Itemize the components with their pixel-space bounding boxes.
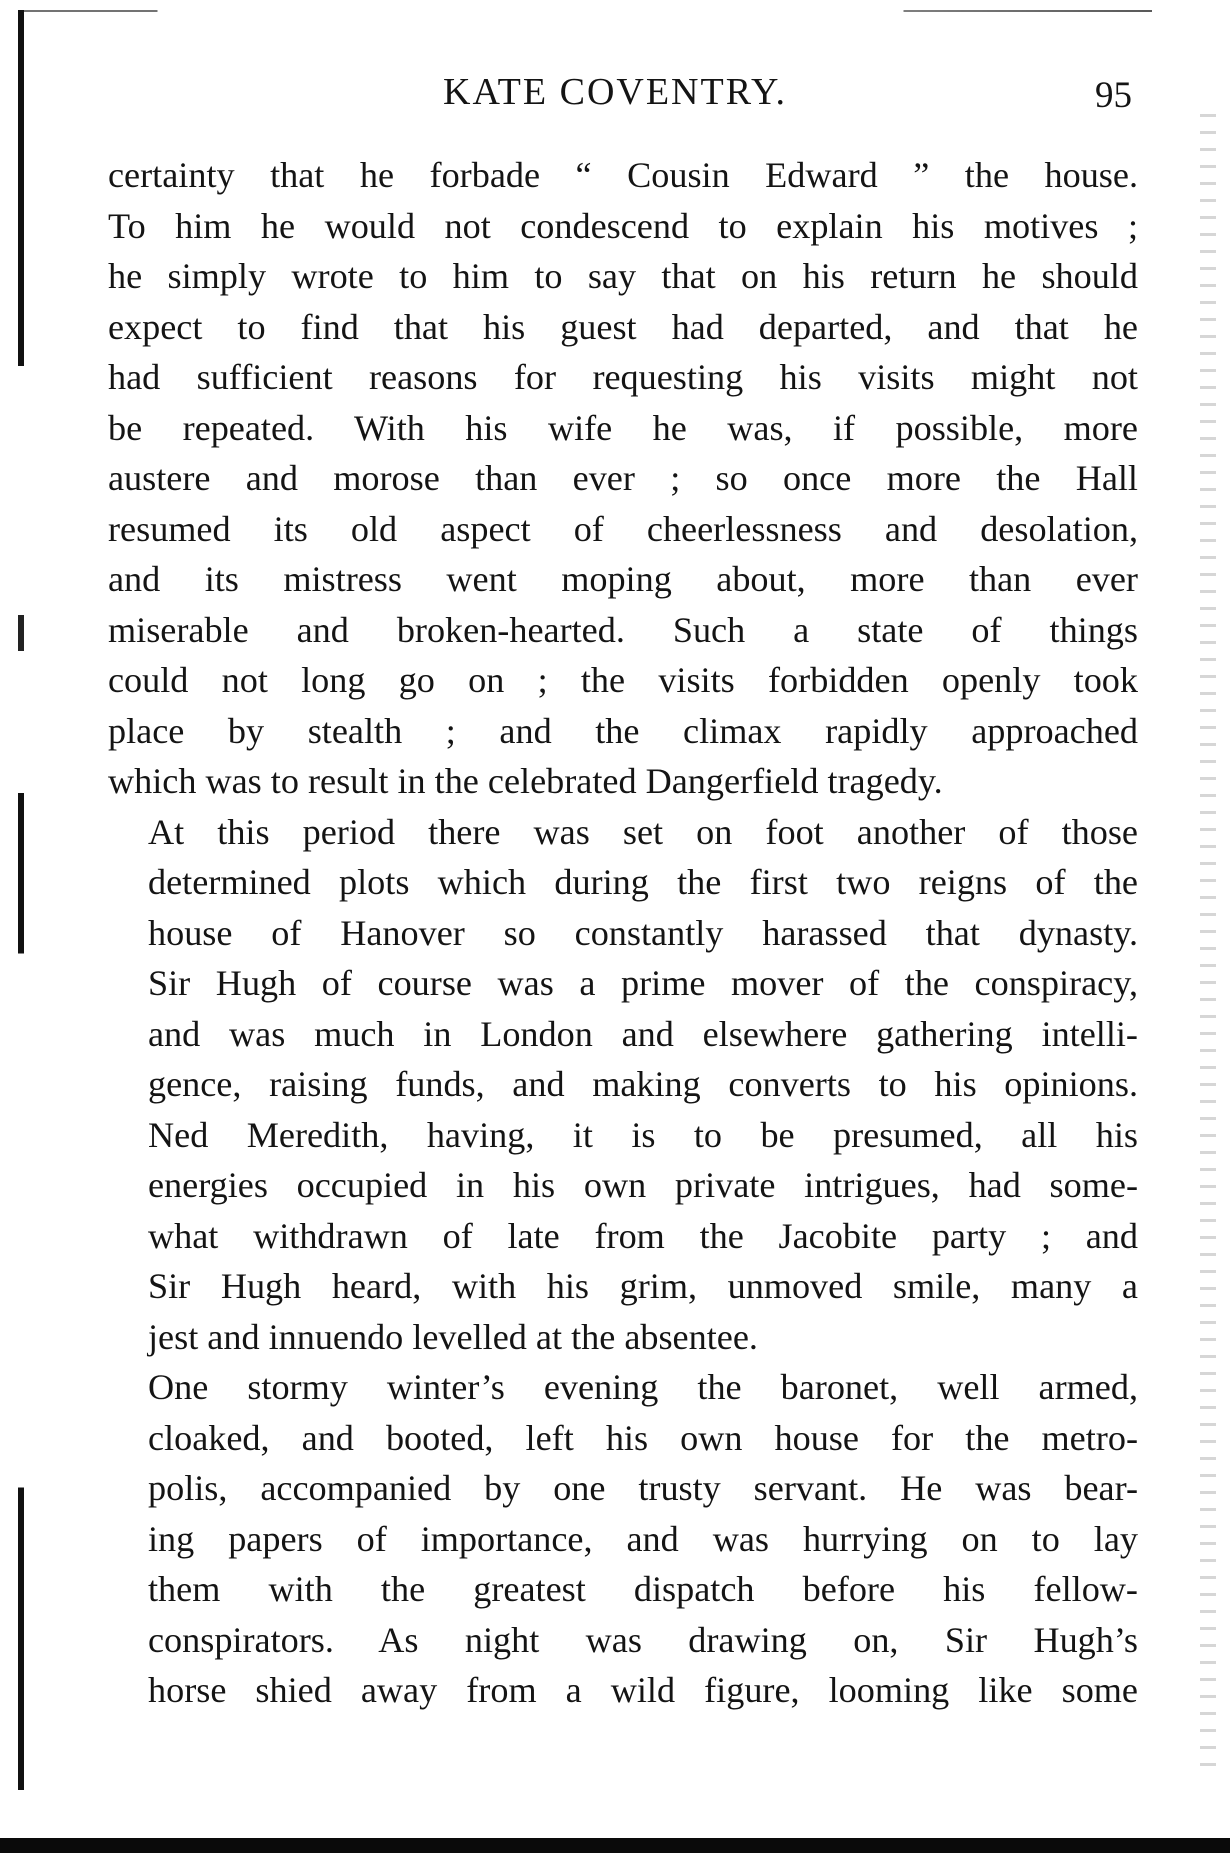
scan-edge-right xyxy=(1200,100,1216,1780)
paragraph-3 xyxy=(108,1362,1138,1716)
text-line: Ned Meredith, having, it is to be presumed, all his xyxy=(148,1114,1138,1155)
text-line: polis, accompanied by one trusty servant. He was bear- xyxy=(148,1468,1138,1508)
text-line: determined plots which during the first two reigns of the xyxy=(148,862,1138,902)
scan-edge-top xyxy=(22,10,1152,12)
scan-edge-left xyxy=(18,10,24,1790)
text-line: horse shied away from a wild figure, looming like some xyxy=(148,1670,1138,1710)
text-line: resumed its old aspect of cheerlessness and desolation, xyxy=(108,508,1138,549)
text-line: Sir Hugh of course was a prime mover of the conspiracy, xyxy=(148,963,1138,1003)
scan-edge-bottom xyxy=(0,1838,1230,1853)
text-line: To him he would not condescend to explain his motives ; xyxy=(108,205,1138,246)
page-number: 95 xyxy=(1095,75,1132,116)
text-line: certainty that he forbade “ Cousin Edward ” the house. xyxy=(108,155,1138,195)
text-line: house of Hanover so constantly harassed that dynasty. xyxy=(148,912,1138,953)
text-line: which was to result in the celebrated Dangerfield tragedy. xyxy=(108,761,943,801)
body-text xyxy=(108,150,1138,1716)
text-line: jest and innuendo levelled at the absentee. xyxy=(148,1316,758,1357)
text-line: gence, raising funds, and making converts to his opinions. xyxy=(148,1064,1138,1104)
text-line: cloaked, and booted, left his own house for the metro- xyxy=(148,1417,1138,1458)
text-line: had sufficient reasons for requesting his visits might not xyxy=(108,357,1138,397)
text-line: place by stealth ; and the climax rapidly approached xyxy=(108,710,1138,751)
text-line: energies occupied in his own private intrigues, had some- xyxy=(148,1165,1138,1205)
text-line: conspirators. As night was drawing on, Sir Hugh’s xyxy=(148,1619,1138,1660)
running-title: KATE COVENTRY. xyxy=(443,71,787,113)
text-line: austere and morose than ever ; so once more the Hall xyxy=(108,458,1138,498)
text-line: what withdrawn of late from the Jacobite party ; and xyxy=(148,1215,1138,1256)
text-line: At this period there was set on foot another of those xyxy=(148,811,1138,852)
text-line: could not long go on ; the visits forbidden openly took xyxy=(108,660,1138,700)
paragraph-1 xyxy=(108,150,1138,807)
text-line: miserable and broken-hearted. Such a state of things xyxy=(108,609,1138,650)
text-line: expect to find that his guest had departed, and that he xyxy=(108,306,1138,347)
text-line: One stormy winter’s evening the baronet, well armed, xyxy=(148,1367,1138,1407)
text-line: ing papers of importance, and was hurrying on to lay xyxy=(148,1518,1138,1559)
running-head xyxy=(0,60,1230,120)
paragraph-2 xyxy=(108,807,1138,1363)
text-line: he simply wrote to him to say that on his return he should xyxy=(108,256,1138,296)
text-line: and its mistress went moping about, more than ever xyxy=(108,559,1138,599)
text-line: and was much in London and elsewhere gathering intelli- xyxy=(148,1013,1138,1054)
text-line: be repeated. With his wife he was, if possible, more xyxy=(108,407,1138,448)
text-line: them with the greatest dispatch before his fellow- xyxy=(148,1569,1138,1609)
text-line: Sir Hugh heard, with his grim, unmoved smile, many a xyxy=(148,1266,1138,1306)
